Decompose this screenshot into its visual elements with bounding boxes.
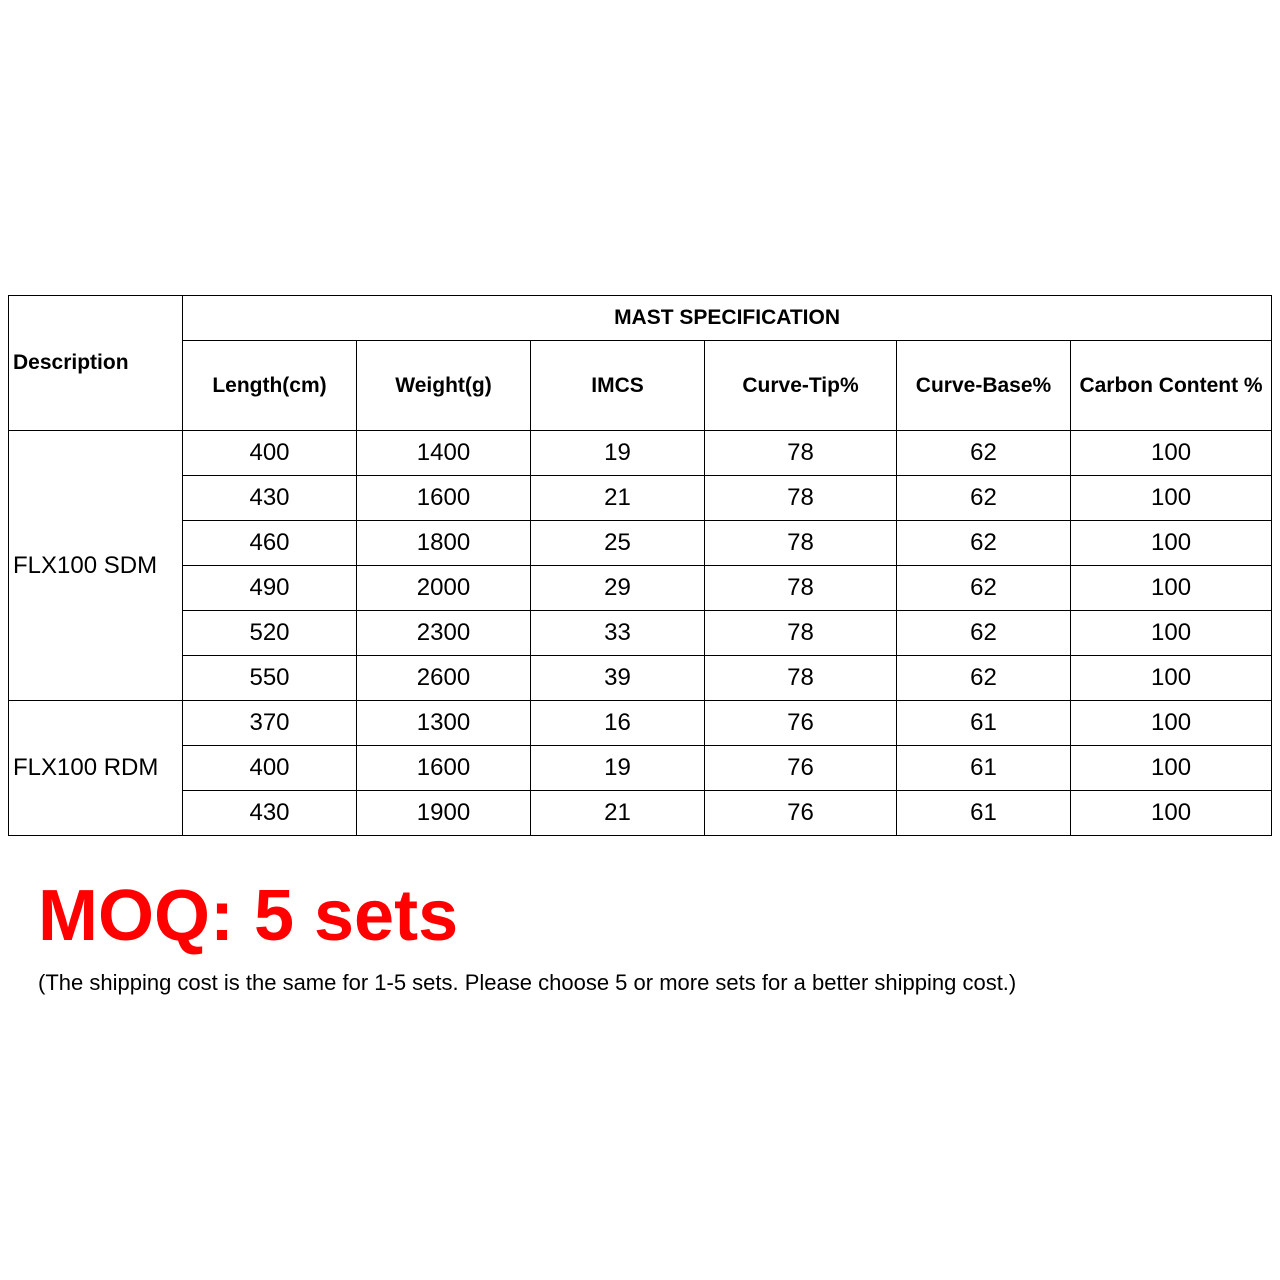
table-body [9,431,1272,836]
table-cell: 62 [897,431,1071,476]
table-cell: 19 [531,431,705,476]
table-row [9,476,1272,521]
table-cell: 21 [531,476,705,521]
column-header: Curve-Base% [897,341,1071,431]
table-cell: 100 [1071,476,1272,521]
table-cell: 400 [183,746,357,791]
table-cell: 62 [897,566,1071,611]
table-cell: 1800 [357,521,531,566]
model-label: FLX100 SDM [9,431,183,701]
table-cell: 430 [183,791,357,836]
table-cell: 62 [897,521,1071,566]
table-row [9,701,1272,746]
table-cell: 76 [705,746,897,791]
table-cell: 19 [531,746,705,791]
table-title-row [9,296,1272,341]
table-cell: 100 [1071,611,1272,656]
table-cell: 33 [531,611,705,656]
table-cell: 490 [183,566,357,611]
table-cell: 78 [705,656,897,701]
table-row [9,656,1272,701]
table-row [9,521,1272,566]
table-cell: 78 [705,521,897,566]
table-cell: 1400 [357,431,531,476]
column-header: Carbon Content % [1071,341,1272,431]
column-header-row [9,341,1272,431]
table-cell: 100 [1071,701,1272,746]
table-cell: 370 [183,701,357,746]
table-cell: 100 [1071,521,1272,566]
table-cell: 460 [183,521,357,566]
table-cell: 62 [897,611,1071,656]
table-cell: 1600 [357,746,531,791]
column-header: IMCS [531,341,705,431]
table-cell: 78 [705,611,897,656]
table-cell: 61 [897,746,1071,791]
table-cell: 39 [531,656,705,701]
table-cell: 76 [705,701,897,746]
table-title: MAST SPECIFICATION [183,296,1272,341]
table-cell: 25 [531,521,705,566]
table-cell: 400 [183,431,357,476]
table-cell: 16 [531,701,705,746]
table-cell: 100 [1071,746,1272,791]
table-row [9,791,1272,836]
table-row [9,611,1272,656]
table-cell: 550 [183,656,357,701]
table-cell: 78 [705,431,897,476]
mast-specification-table [8,295,1272,836]
table-cell: 100 [1071,566,1272,611]
table-cell: 62 [897,476,1071,521]
shipping-note: (The shipping cost is the same for 1-5 sets. Please choose 5 or more sets for a better shipping cost.) [38,970,1017,995]
description-header: Description [9,296,183,431]
table-cell: 62 [897,656,1071,701]
table-row [9,431,1272,476]
table-row [9,566,1272,611]
table-cell: 78 [705,566,897,611]
column-header: Length(cm) [183,341,357,431]
model-label: FLX100 RDM [9,701,183,836]
table-cell: 78 [705,476,897,521]
table-cell: 61 [897,791,1071,836]
table-cell: 2600 [357,656,531,701]
column-header: Curve-Tip% [705,341,897,431]
moq-heading: MOQ: 5 sets [38,876,459,956]
table-cell: 520 [183,611,357,656]
table-cell: 1600 [357,476,531,521]
table-cell: 76 [705,791,897,836]
table-cell: 1300 [357,701,531,746]
table-cell: 430 [183,476,357,521]
table-cell: 100 [1071,656,1272,701]
table-cell: 2000 [357,566,531,611]
table-cell: 100 [1071,791,1272,836]
table-cell: 29 [531,566,705,611]
table-cell: 2300 [357,611,531,656]
table-cell: 61 [897,701,1071,746]
table-cell: 1900 [357,791,531,836]
table-row [9,746,1272,791]
table-cell: 100 [1071,431,1272,476]
table-cell: 21 [531,791,705,836]
column-header: Weight(g) [357,341,531,431]
